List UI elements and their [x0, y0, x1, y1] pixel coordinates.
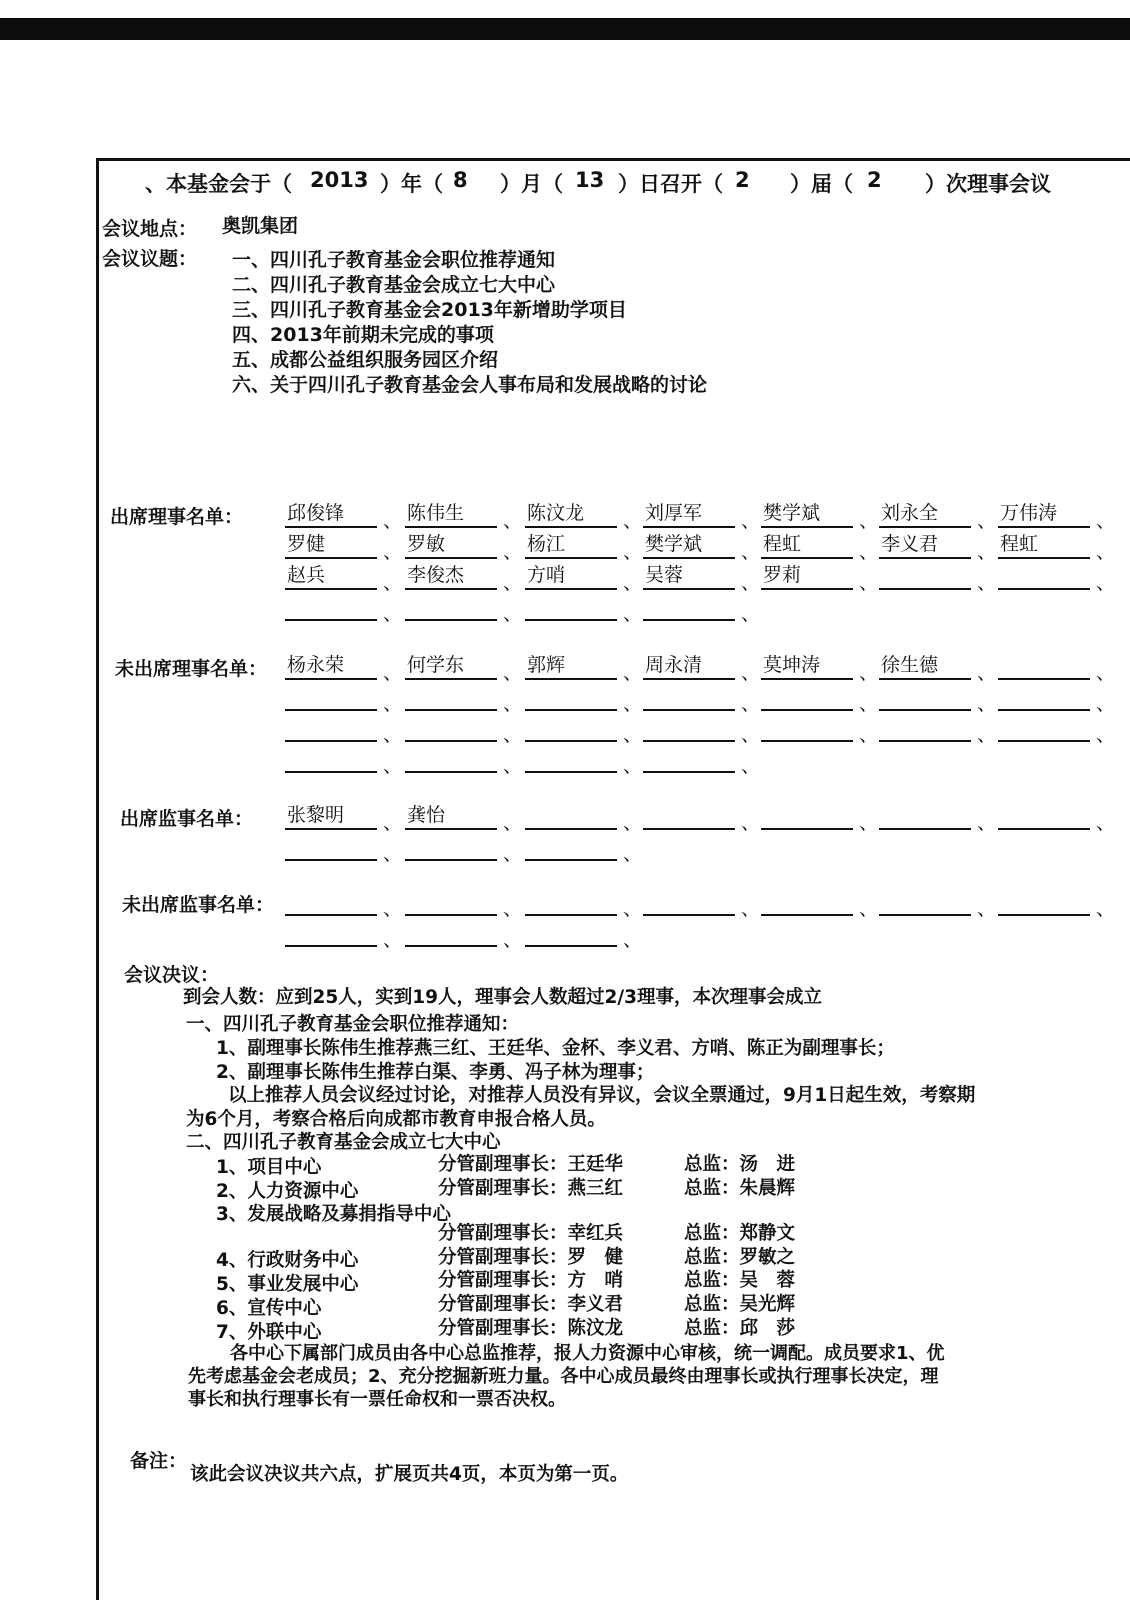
name-slot: [643, 714, 735, 742]
name-separator: 、: [741, 662, 761, 684]
meeting-heading: [145, 168, 1105, 198]
name-separator: 、: [977, 662, 997, 684]
name-row: [285, 593, 1125, 625]
name-slot: 李俊杰: [405, 562, 497, 590]
closing-line: 事长和执行理事长有一票任命权和一票否决权。: [188, 1389, 566, 1410]
name-slot: 罗敏: [405, 531, 497, 559]
name-separator: 、: [977, 724, 997, 746]
topic-item: 二、四川孔子教育基金会成立七大中心: [232, 274, 556, 296]
name-slot: 杨江: [525, 531, 617, 559]
name-slot: [405, 593, 497, 621]
name-slot: [879, 714, 971, 742]
heading-year: 2013: [310, 168, 369, 192]
name-separator: 、: [383, 693, 403, 715]
name-separator: 、: [503, 572, 523, 594]
name-separator: 、: [383, 812, 403, 834]
name-slot: [525, 683, 617, 711]
name-separator: 、: [623, 662, 643, 684]
topic-item: 五、成都公益组织服务园区介绍: [232, 349, 499, 371]
name-slot: [525, 745, 617, 773]
resolution-1-line: 为6个月，考察合格后向成都市教育申报合格人员。: [186, 1109, 606, 1130]
name-row: [285, 531, 1125, 563]
heading-session: 2: [735, 168, 750, 192]
closing-line: 先考虑基金会老成员；2、充分挖掘新班力量。各中心成员最终由理事长或执行理事长决定，理: [188, 1366, 939, 1387]
heading-month-suffix: ）月（: [500, 172, 563, 196]
topic-item: 一、四川孔子教育基金会职位推荐通知: [232, 249, 556, 271]
remarks-label: 备注：: [130, 1450, 188, 1472]
name-separator: 、: [383, 724, 403, 746]
name-separator: 、: [383, 898, 403, 920]
name-separator: 、: [503, 755, 523, 777]
name-row: [285, 745, 1125, 777]
heading-day: 13: [575, 168, 605, 192]
heading-count-suffix: ）次理事会议: [925, 172, 1051, 196]
name-slot: [525, 593, 617, 621]
name-separator: 、: [741, 603, 761, 625]
name-slot: [405, 683, 497, 711]
name-slot: 赵兵: [285, 562, 377, 590]
name-separator: 、: [859, 572, 879, 594]
name-separator: 、: [1096, 898, 1116, 920]
name-slot: [285, 593, 377, 621]
name-separator: 、: [383, 510, 403, 532]
name-slot: [525, 802, 617, 830]
name-separator: 、: [503, 812, 523, 834]
name-slot: 刘厚军: [643, 500, 735, 528]
directors-present-label: 出席理事名单：: [110, 506, 244, 528]
name-separator: 、: [623, 693, 643, 715]
name-separator: 、: [859, 541, 879, 563]
resolution-1-line: 以上推荐人员会议经过讨论，对推荐人员没有异议，会议全票通过，9月1日起生效，考察期: [228, 1085, 976, 1106]
name-slot: 吴蓉: [643, 562, 735, 590]
center-name: 6、宣传中心: [216, 1298, 322, 1319]
name-separator: 、: [1096, 812, 1116, 834]
name-slot: 刘永全: [879, 500, 971, 528]
closing-line: 各中心下属部门成员由各中心总监推荐，报人力资源中心审核，统一调配。成员要求1、优: [230, 1343, 945, 1364]
resolutions-label: 会议决议：: [124, 964, 220, 986]
name-slot: 万伟涛: [998, 500, 1090, 528]
name-separator: 、: [503, 898, 523, 920]
name-slot: [405, 714, 497, 742]
name-slot: 何学东: [405, 652, 497, 680]
name-slot: 程虹: [998, 531, 1090, 559]
name-slot: 方哨: [525, 562, 617, 590]
name-separator: 、: [977, 572, 997, 594]
name-separator: 、: [623, 541, 643, 563]
name-separator: 、: [741, 541, 761, 563]
name-separator: 、: [383, 755, 403, 777]
form-frame-left: [96, 160, 99, 1600]
name-slot: 樊学斌: [761, 500, 853, 528]
name-slot: [643, 683, 735, 711]
center-director: 总监：邱 莎: [684, 1318, 796, 1339]
name-separator: 、: [623, 929, 643, 951]
resolution-1-line: 2、副理事长陈伟生推荐白渠、李勇、冯子林为理事；: [216, 1062, 655, 1083]
name-slot: [285, 833, 377, 861]
name-separator: 、: [1096, 724, 1116, 746]
name-slot: 陈汶龙: [525, 500, 617, 528]
center-name: 2、人力资源中心: [216, 1181, 359, 1202]
name-separator: 、: [1096, 662, 1116, 684]
name-slot: [879, 888, 971, 916]
name-slot: 罗健: [285, 531, 377, 559]
name-slot: [879, 683, 971, 711]
name-separator: 、: [859, 724, 879, 746]
name-row: [285, 500, 1125, 532]
name-slot: [643, 802, 735, 830]
name-slot: [879, 562, 971, 590]
name-separator: 、: [859, 812, 879, 834]
name-separator: 、: [623, 898, 643, 920]
name-separator: 、: [1096, 510, 1116, 532]
name-separator: 、: [503, 929, 523, 951]
name-slot: 李义君: [879, 531, 971, 559]
heading-count: 2: [867, 168, 882, 192]
name-slot: [643, 745, 735, 773]
name-slot: [998, 888, 1090, 916]
name-slot: [998, 562, 1090, 590]
name-slot: [525, 888, 617, 916]
name-separator: 、: [741, 572, 761, 594]
topics-label: 会议议题：: [102, 248, 198, 270]
heading-session-suffix: ）届（: [790, 172, 853, 196]
name-separator: 、: [623, 755, 643, 777]
name-slot: [761, 714, 853, 742]
topic-item: 四、2013年前期未完成的事项: [232, 324, 494, 346]
center-deputy: 分管副理事长：罗 健: [438, 1247, 624, 1268]
name-slot: [643, 593, 735, 621]
name-separator: 、: [503, 510, 523, 532]
name-separator: 、: [859, 662, 879, 684]
name-separator: 、: [977, 812, 997, 834]
name-slot: [285, 714, 377, 742]
name-slot: 张黎明: [285, 802, 377, 830]
scan-top-edge: [0, 18, 1130, 40]
name-separator: 、: [859, 693, 879, 715]
resolution-1-line: 1、副理事长陈伟生推荐燕三红、王廷华、金杯、李义君、方哨、陈正为副理事长；: [216, 1038, 895, 1059]
name-slot: 邱俊锋: [285, 500, 377, 528]
center-director: 总监：朱晨辉: [684, 1178, 796, 1199]
name-separator: 、: [741, 898, 761, 920]
center-name: 1、项目中心: [216, 1157, 322, 1178]
form-frame-top: [96, 158, 1130, 161]
directors-absent-label: 未出席理事名单：: [115, 658, 268, 680]
center-name: 4、行政财务中心: [216, 1250, 359, 1271]
name-slot: [761, 888, 853, 916]
center-deputy: 分管副理事长：幸红兵: [438, 1223, 624, 1244]
center-director: 总监：罗敏之: [684, 1247, 796, 1268]
name-separator: 、: [383, 572, 403, 594]
name-slot: 程虹: [761, 531, 853, 559]
center-director: 总监：吴 蓉: [684, 1270, 796, 1291]
location-value: 奥凯集团: [222, 215, 299, 237]
name-slot: 樊学斌: [643, 531, 735, 559]
name-row: [285, 833, 1125, 865]
name-row: [285, 683, 1125, 715]
name-separator: 、: [741, 755, 761, 777]
name-separator: 、: [623, 724, 643, 746]
name-separator: 、: [741, 693, 761, 715]
name-separator: 、: [383, 662, 403, 684]
name-separator: 、: [503, 693, 523, 715]
name-slot: [998, 802, 1090, 830]
name-separator: 、: [1096, 572, 1116, 594]
center-deputy: 分管副理事长：方 哨: [438, 1270, 624, 1291]
name-row: [285, 562, 1125, 594]
name-slot: 陈伟生: [405, 500, 497, 528]
name-slot: 郭辉: [525, 652, 617, 680]
name-slot: 杨永荣: [285, 652, 377, 680]
center-director: 总监：汤 进: [684, 1154, 796, 1175]
name-separator: 、: [977, 541, 997, 563]
name-separator: 、: [623, 572, 643, 594]
name-separator: 、: [741, 510, 761, 532]
name-slot: 莫坤涛: [761, 652, 853, 680]
name-slot: [525, 833, 617, 861]
name-separator: 、: [859, 898, 879, 920]
name-separator: 、: [503, 541, 523, 563]
name-slot: 徐生德: [879, 652, 971, 680]
name-separator: 、: [623, 812, 643, 834]
attendance-text: 到会人数：应到25人，实到19人，理事会人数超过2/3理事，本次理事会成立: [183, 987, 822, 1008]
name-separator: 、: [741, 812, 761, 834]
name-separator: 、: [503, 724, 523, 746]
name-slot: [285, 745, 377, 773]
name-slot: [405, 745, 497, 773]
name-slot: [285, 683, 377, 711]
resolution-1-title: 一、四川孔子教育基金会职位推荐通知：: [186, 1014, 520, 1035]
name-row: [285, 919, 1125, 951]
center-deputy: 分管副理事长：燕三红: [438, 1178, 624, 1199]
name-slot: [761, 683, 853, 711]
name-row: [285, 714, 1125, 746]
name-slot: [998, 652, 1090, 680]
name-slot: [643, 888, 735, 916]
center-name: 5、事业发展中心: [216, 1274, 359, 1295]
topic-item: 六、关于四川孔子教育基金会人事布局和发展战略的讨论: [232, 374, 708, 396]
center-deputy: 分管副理事长：陈汶龙: [438, 1318, 624, 1339]
location-label: 会议地点：: [102, 218, 198, 240]
name-separator: 、: [623, 510, 643, 532]
name-separator: 、: [623, 603, 643, 625]
name-slot: [405, 888, 497, 916]
name-slot: 龚怡: [405, 802, 497, 830]
name-slot: [405, 919, 497, 947]
name-separator: 、: [741, 724, 761, 746]
name-slot: [761, 802, 853, 830]
name-separator: 、: [859, 510, 879, 532]
center-director: 总监：郑静文: [684, 1223, 796, 1244]
name-separator: 、: [503, 843, 523, 865]
name-separator: 、: [977, 898, 997, 920]
name-slot: [525, 714, 617, 742]
heading-year-suffix: ）年（: [380, 172, 443, 196]
name-row: [285, 802, 1125, 834]
name-separator: 、: [977, 510, 997, 532]
center-name: 7、外联中心: [216, 1322, 322, 1343]
supervisors-absent-label: 未出席监事名单：: [122, 894, 275, 916]
name-separator: 、: [503, 662, 523, 684]
heading-month: 8: [453, 168, 468, 192]
center-name: 3、发展战略及募捐指导中心: [216, 1204, 451, 1225]
heading-day-suffix: ）日召开（: [618, 172, 723, 196]
name-slot: [285, 888, 377, 916]
name-separator: 、: [383, 843, 403, 865]
name-separator: 、: [1096, 693, 1116, 715]
center-deputy: 分管副理事长：王廷华: [438, 1154, 624, 1175]
resolution-2-title: 二、四川孔子教育基金会成立七大中心: [186, 1132, 501, 1153]
name-separator: 、: [383, 541, 403, 563]
name-row: [285, 652, 1125, 684]
supervisors-present-label: 出席监事名单：: [120, 808, 254, 830]
name-slot: [879, 802, 971, 830]
name-separator: 、: [383, 603, 403, 625]
name-separator: 、: [1096, 541, 1116, 563]
name-separator: 、: [503, 603, 523, 625]
name-row: [285, 888, 1125, 920]
name-separator: 、: [623, 843, 643, 865]
name-slot: 罗莉: [761, 562, 853, 590]
name-slot: [998, 683, 1090, 711]
topic-item: 三、四川孔子教育基金会2013年新增助学项目: [232, 299, 627, 321]
remarks-text: 该此会议决议共六点，扩展页共4页，本页为第一页。: [190, 1464, 629, 1485]
name-slot: 周永清: [643, 652, 735, 680]
name-separator: 、: [977, 693, 997, 715]
name-slot: [405, 833, 497, 861]
name-slot: [525, 919, 617, 947]
heading-intro: 、本基金会于（: [145, 172, 292, 196]
name-slot: [998, 714, 1090, 742]
name-slot: [285, 919, 377, 947]
center-deputy: 分管副理事长：李义君: [438, 1294, 624, 1315]
name-separator: 、: [383, 929, 403, 951]
center-director: 总监：吴光辉: [684, 1294, 796, 1315]
